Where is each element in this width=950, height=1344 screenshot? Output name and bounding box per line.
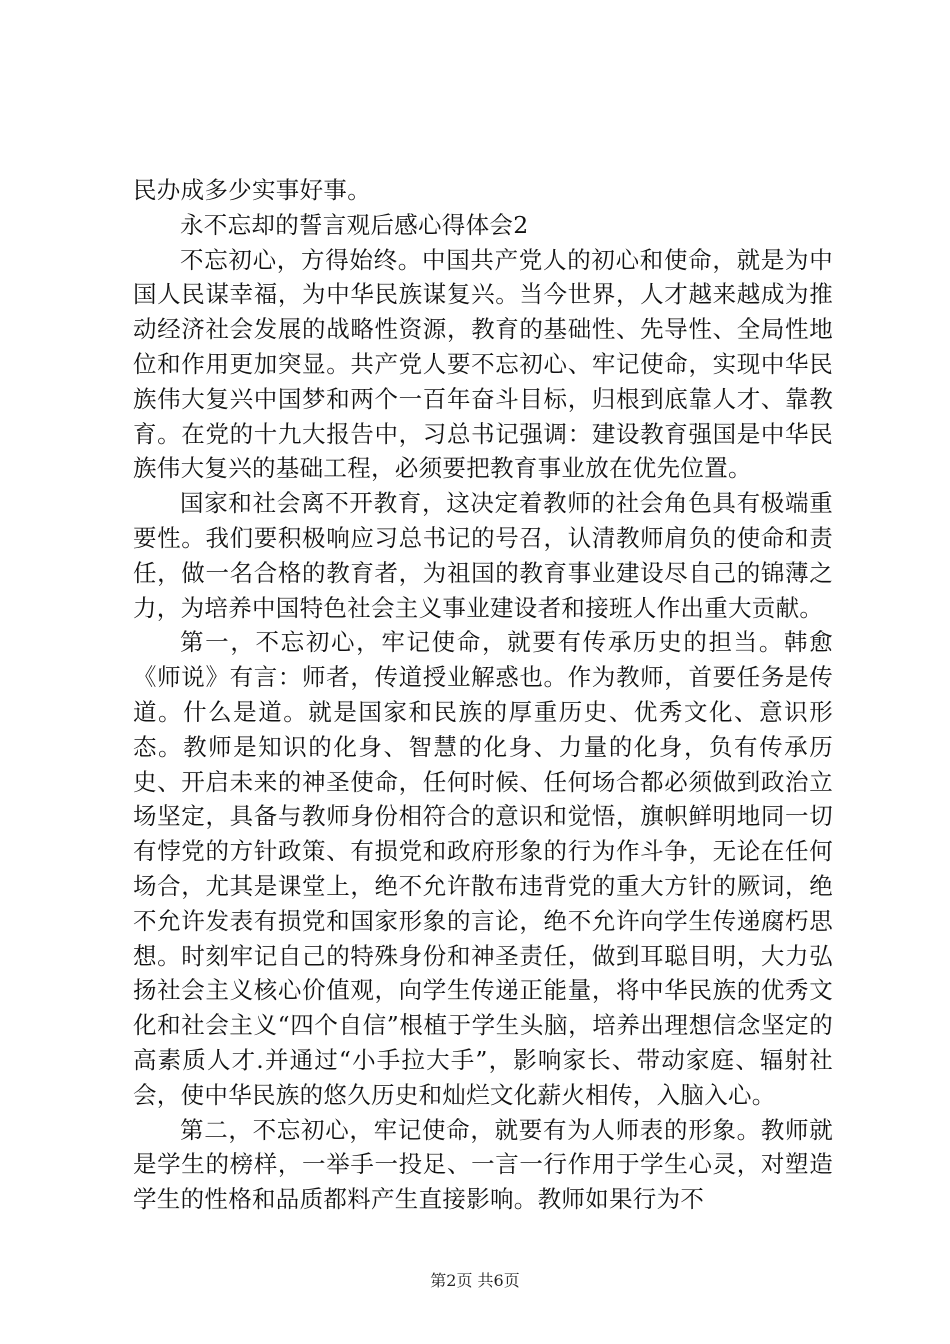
paragraph-point-two: 第二，不忘初心，牢记使命，就要有为人师表的形象。教师就是学生的榜样，一举手一投足、一言一行作用于学生心灵，对塑造学生的性格和品质都料产生直接影响。教师如果行为不 [133, 1115, 833, 1214]
paragraph-society: 国家和社会离不开教育，这决定着教师的社会角色具有极端重要性。我们要积极响应习总书记的号召，认清教师肩负的使命和责任，做一名合格的教育者，为祖国的教育事业建设尽自己的锦薄之力，为培养中国特色社会主义事业建设者和接班人作出重大贡献。 [133, 489, 833, 622]
paragraph-intro: 不忘初心，方得始终。中国共产党人的初心和使命，就是为中国人民谋幸福，为中华民族谋复兴。当今世界，人才越来越成为推动经济社会发展的战略性资源，教育的基础性、先导性、全局性地位和作用更加突显。共产党人要不忘初心、牢记使命，实现中华民族伟大复兴中国梦和两个一百年奋斗目标，归根到底靠人才、靠教育。在党的十九大报告中，习总书记强调：建设教育强国是中华民族伟大复兴的基础工程，必须要把教育事业放在优先位置。 [133, 245, 833, 483]
page-number-footer: 第2页 共6页 [430, 1271, 520, 1290]
document-body [133, 173, 833, 1217]
paragraph-point-one: 第一，不忘初心，牢记使命，就要有传承历史的担当。韩愈《师说》有言：师者，传道授业解惑也。作为教师，首要任务是传道。什么是道。就是国家和民族的厚重历史、优秀文化、意识形态。教师是知识的化身、智慧的化身、力量的化身，负有传承历史、开启未来的神圣使命，任何时候、任何场合都必须做到政治立场坚定，具备与教师身份相符合的意识和觉悟，旗帜鲜明地同一切有悖党的方针政策、有损党和政府形象的行为作斗争，无论在任何场合，尤其是课堂上，绝不允许散布违背党的重大方针的厥词，绝不允许发表有损党和国家形象的言论，绝不允许向学生传递腐朽思想。时刻牢记自己的特殊身份和神圣责任，做到耳聪目明，大力弘扬社会主义核心价值观，向学生传递正能量，将中华民族的优秀文化和社会主义“四个自信”根植于学生头脑，培养出理想信念坚定的高素质人才.并通过“小手拉大手”，影响家长、带动家庭、辐射社会，使中华民族的悠久历史和灿烂文化薪火相传，入脑入心。 [133, 628, 833, 1109]
section-title: 永不忘却的誓言观后感心得体会2 [180, 210, 529, 239]
paragraph-continuation: 民办成多少实事好事。 [133, 176, 371, 204]
